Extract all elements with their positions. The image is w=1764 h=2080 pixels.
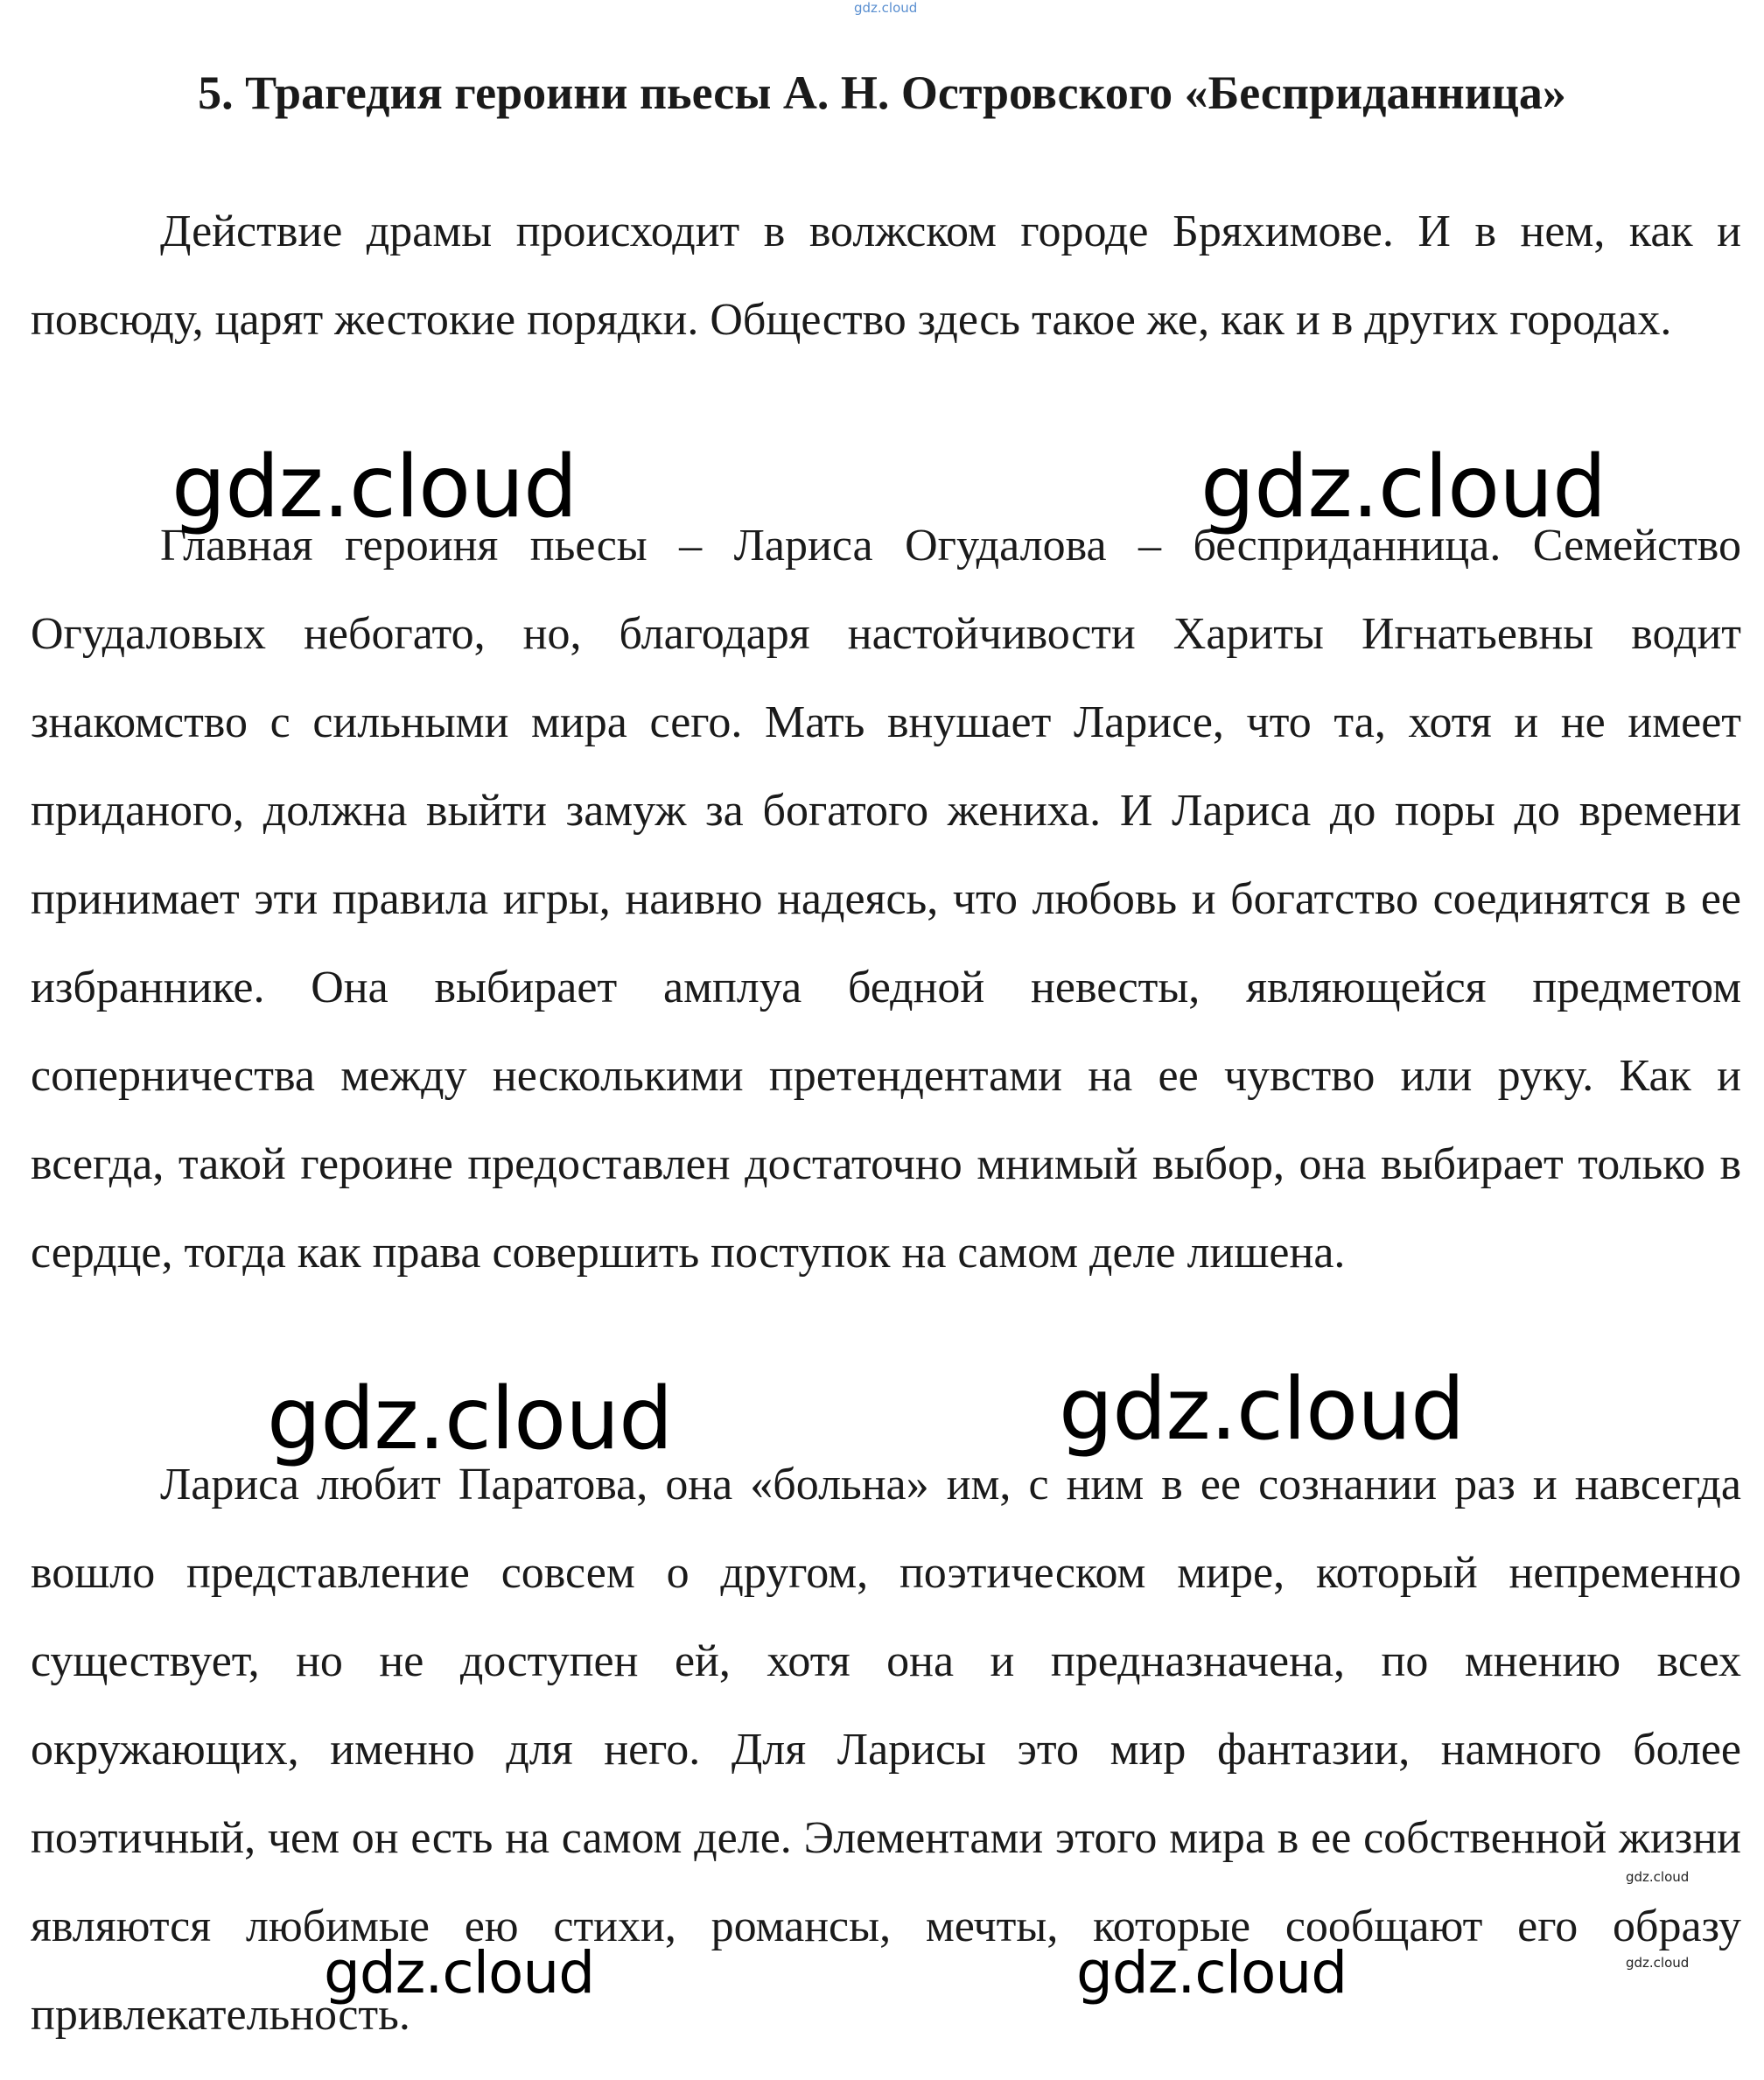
watermark: gdz.cloud — [1200, 438, 1606, 537]
paragraph-3: Лариса любит Паратова, она «больна» им, с ним в ее сознании раз и навсегда вошло представление совсем о другом, поэтическом мире, который непременно существует, но не доступен ей, хотя она и предназначена, по мнению всех окружающих, именно для него. Для Ларисы это мир фантазии, намного более поэтичный, чем он есть на самом деле. Элементами этого мира в ее собственной жизни являются любимые ею стихи, романсы, мечты, которые сообщают его образу привлекательность. — [31, 1460, 1741, 2040]
watermark: gdz.cloud — [172, 438, 578, 537]
watermark-small: gdz.cloud — [1626, 1955, 1690, 1971]
page-title: 5. Трагедия героини пьесы А. Н. Островского «Бесприданница» — [198, 67, 1566, 119]
watermark: gdz.cloud — [324, 1939, 595, 2006]
watermark-small: gdz.cloud — [1626, 1869, 1690, 1885]
watermark-top: gdz.cloud — [854, 0, 918, 16]
watermark: gdz.cloud — [1059, 1360, 1465, 1460]
paragraph-1: Действие драмы происходит в волжском городе Бряхимове. И в нем, как и повсюду, царят жестокие порядки. Общество здесь такое же, как и в других городах. — [31, 207, 1741, 345]
paragraph-2: Главная героиня пьесы – Лариса Огудалова – бесприданница. Семейство Огудаловых небогато, но, благодаря настойчивости Хариты Игнатьевны водит знакомство с сильными мира сего. Мать внушает Ларисе, что та, хотя и не имеет приданого, должна выйти замуж за богатого жениха. И Лариса до поры до времени принимает эти правила игры, наивно надеясь, что любовь и богатство соединятся в ее избраннике. Она выбирает амплуа бедной невесты, являющейся предметом соперничества между несколькими претендентами на ее чувство или руку. Как и всегда, такой героине предоставлен достаточно мнимый выбор, она выбирает только в сердце, тогда как права совершить поступок на самом деле лишена. — [31, 521, 1741, 1278]
watermark: gdz.cloud — [1076, 1939, 1348, 2006]
watermark: gdz.cloud — [267, 1369, 673, 1469]
